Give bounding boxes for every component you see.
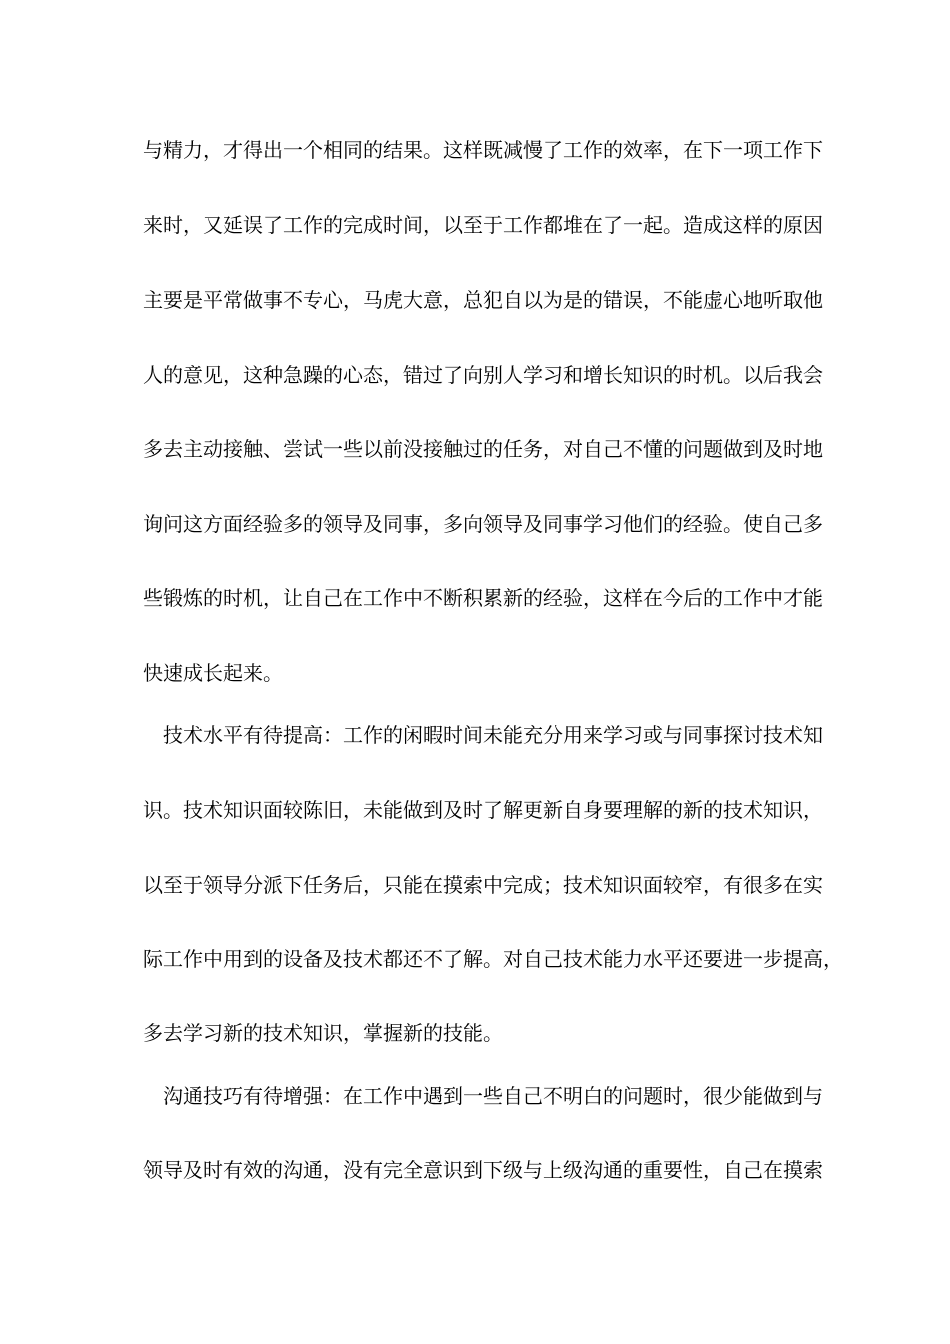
text-line: 来时，又延误了工作的完成时间，以至于工作都堆在了一起。造成这样的原因 [143,213,823,237]
text-line: 主要是平常做事不专心，马虎大意，总犯自以为是的错误，不能虚心地听取他 [143,288,823,312]
text-line: 际工作中用到的设备及技术都还不了解。对自己技术能力水平还要进一步提高， [143,947,843,971]
paragraph-first-line: 技术水平有待提高：工作的闲暇时间未能充分用来学习或与同事探讨技术知 [163,723,823,747]
text-line: 询问这方面经验多的领导及同事，多向领导及同事学习他们的经验。使自己多 [143,512,823,536]
text-line: 识。技术知识面较陈旧，未能做到及时了解更新自身要理解的新的技术知识， [143,798,823,822]
text-line: 多去学习新的技术知识，掌握新的技能。 [143,1021,503,1045]
text-line: 领导及时有效的沟通，没有完全意识到下级与上级沟通的重要性，自己在摸索 [143,1158,823,1182]
text-line: 快速成长起来。 [143,661,283,685]
text-line: 多去主动接触、尝试一些以前没接触过的任务，对自己不懂的问题做到及时地 [143,437,823,461]
text-line: 与精力，才得出一个相同的结果。这样既减慢了工作的效率，在下一项工作下 [143,138,823,162]
text-line: 以至于领导分派下任务后，只能在摸索中完成；技术知识面较窄，有很多在实 [143,873,823,897]
paragraph-first-line: 沟通技巧有待增强：在工作中遇到一些自己不明白的问题时，很少能做到与 [163,1084,823,1108]
text-line: 些锻炼的时机，让自己在工作中不断积累新的经验，这样在今后的工作中才能 [143,586,823,610]
text-line: 人的意见，这种急躁的心态，错过了向别人学习和增长知识的时机。以后我会 [143,363,823,387]
